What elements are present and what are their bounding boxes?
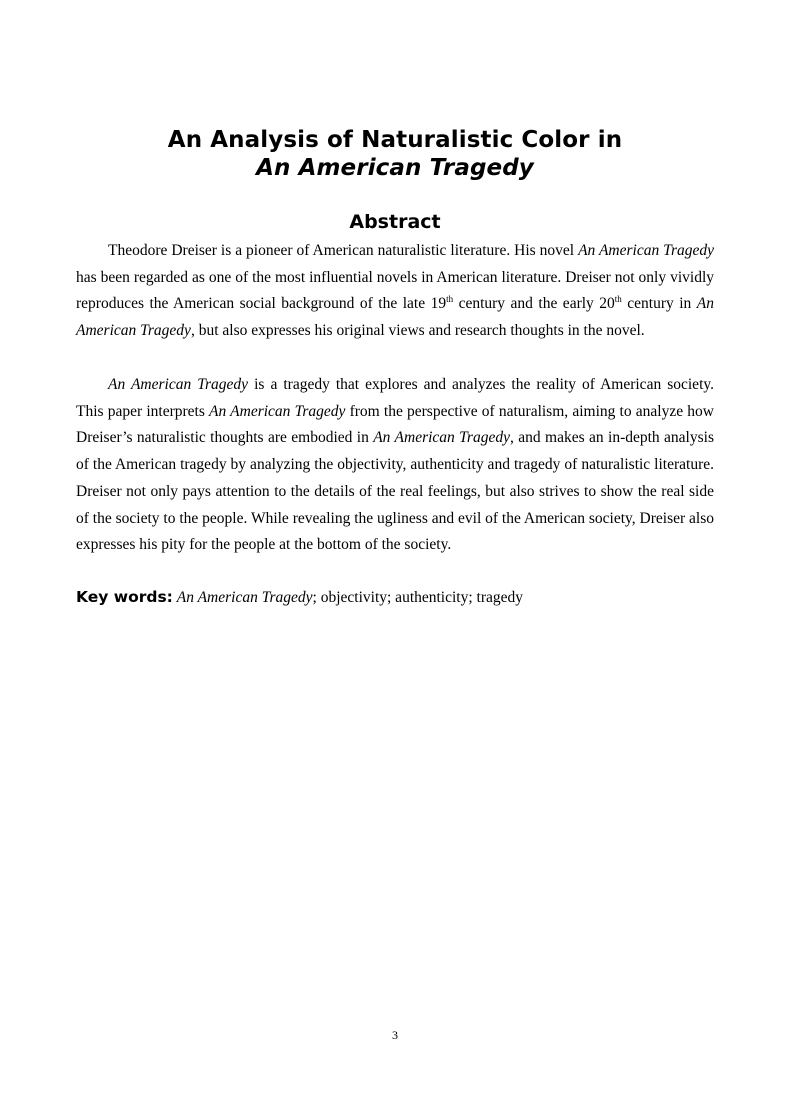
text-span: from the perspective of naturalism, aiming to analyze how Dreiser’s naturalistic thoughts are embodied in [76,402,714,447]
title-line-1: An Analysis of Naturalistic Color in [167,127,623,153]
keywords-label: Key words: [76,588,173,606]
book-title-italic: An American Tragedy [76,295,714,340]
abstract-paragraph-2 [76,372,714,559]
book-title-italic: An American Tragedy [209,402,346,420]
ordinal-superscript: th [614,294,622,305]
text-span: century and the early 20 [453,295,615,313]
book-title-italic: An American Tragedy [108,376,249,393]
book-title-italic: An American Tragedy [373,429,510,447]
keywords-line [76,584,716,611]
ordinal-superscript: th [446,294,454,305]
page-number: 3 [392,1028,398,1042]
text-span: Theodore Dreiser is a pioneer of American naturalistic literature. His novel [108,242,579,259]
text-span: is a tragedy that explores and analyzes the reality of American society. This paper interprets [76,376,714,420]
text-span: , but also expresses his original views and research thoughts in the novel. [190,322,645,340]
text-span: has been regarded as one of the most influential novels in American literature. Dreiser not only vividly reproduces the American social background of the late 19 [76,268,714,313]
title-line-2: An American Tragedy [256,155,534,181]
abstract-heading: Abstract [349,211,441,233]
text-span: century in [621,295,697,313]
keywords-list: ; objectivity; authenticity; tragedy [312,589,524,606]
book-title-italic: An American Tragedy [578,242,714,259]
text-span: , and makes an in-depth analysis of the American tragedy by analyzing the objectivity, authenticity and tragedy of naturalistic literature. Dreiser not only pays attention to the details of the real feelings, but also strives to show the real side of the society to the people. While revealing the ugliness and evil of the American society, Dreiser also expresses his pity for the people at the bottom of the society. [76,429,714,554]
keyword-book-title: An American Tragedy [176,589,313,606]
abstract-paragraph-1 [76,238,714,345]
